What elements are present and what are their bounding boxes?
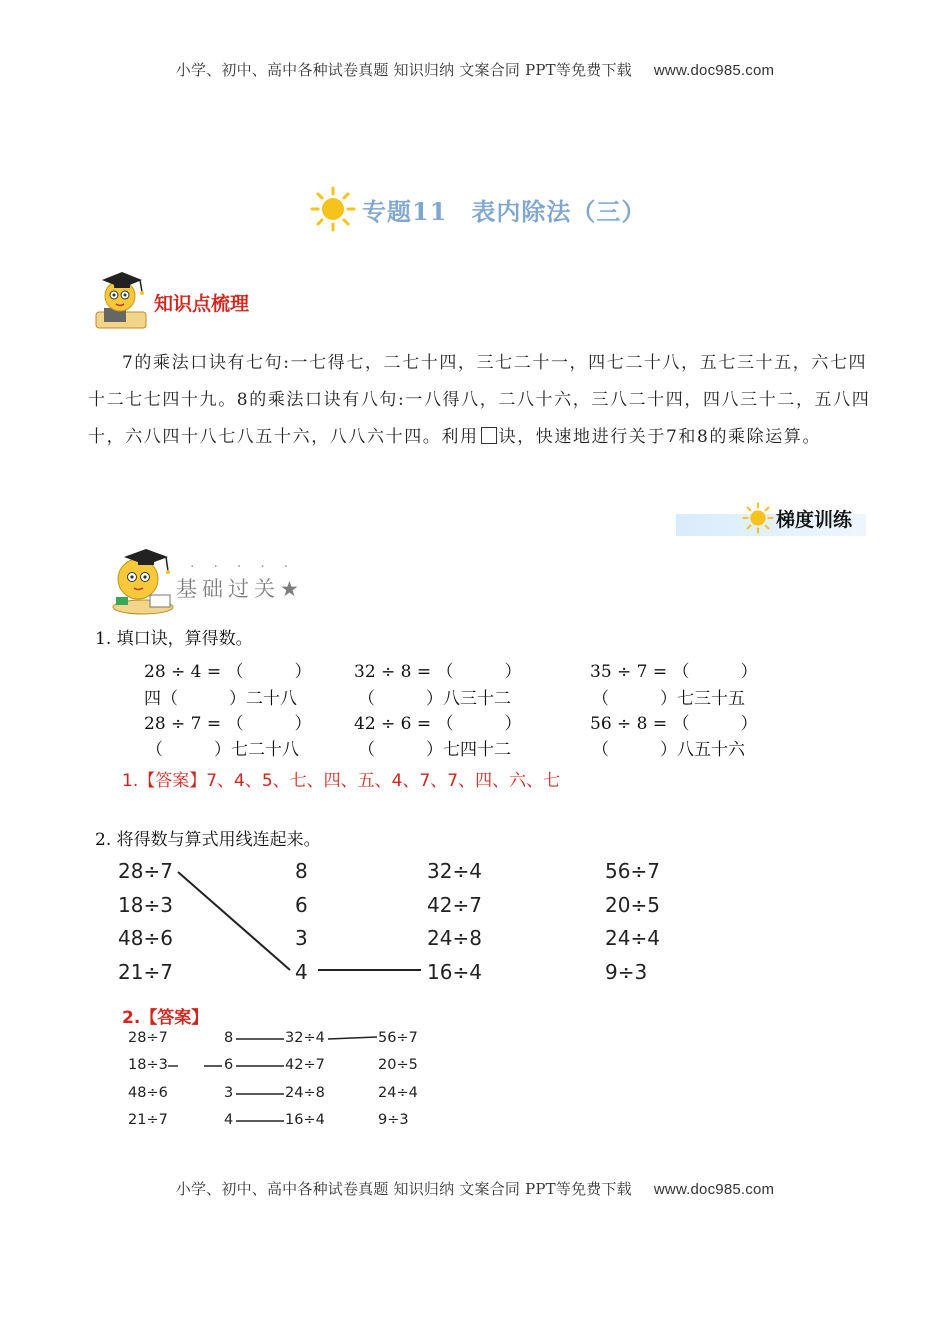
q2-ans-expression: 24÷8 xyxy=(285,1085,325,1101)
q2-result: 8 xyxy=(295,859,308,883)
q1-cell: （ ）七三十五 xyxy=(592,689,745,709)
footer-site: www.doc985.com xyxy=(653,1181,775,1198)
q2-expression: 28÷7 xyxy=(118,859,173,883)
title-name: 表内除法（三） xyxy=(471,196,647,226)
q1-cell: （ ）七二十八 xyxy=(146,740,299,760)
q1-cell: （ ）八三十二 xyxy=(358,689,511,709)
knowledge-label: 知识点梳理 xyxy=(154,293,250,315)
q2-ans-result: 3 xyxy=(224,1085,234,1101)
q2-result: 4 xyxy=(295,960,308,984)
q2-ans-result: 8 xyxy=(224,1030,234,1046)
q2-expression: 24÷4 xyxy=(605,926,660,950)
q2-answer-label: 2.【答案】 xyxy=(122,1008,209,1028)
q2-ans-expression: 32÷4 xyxy=(285,1030,325,1046)
q1-cell: （ ）八五十六 xyxy=(592,740,745,760)
q2-ans-expression: 21÷7 xyxy=(128,1112,168,1128)
q2-expression: 42÷7 xyxy=(427,893,482,917)
q2-ans-result: 6 xyxy=(224,1057,234,1073)
q1-cell: 32 ÷ 8 = （ ） xyxy=(354,662,522,682)
footer-text: 小学、初中、高中各种试卷真题 知识归纳 文案合同 PPT等免费下载 xyxy=(175,1180,632,1198)
q2-expression: 18÷3 xyxy=(118,893,173,917)
q1-answer: 1.【答案】7、4、5、七、四、五、4、7、7、四、六、七 xyxy=(122,771,561,791)
q2-ans-expression: 48÷6 xyxy=(128,1085,168,1101)
q2-ans-expression: 20÷5 xyxy=(378,1057,418,1073)
knowledge-text-1: 7的乘法口诀有七句:一七得七，二七十四，三七二十一，四七二十八，五七三十五，六七四十二七七四十九。8的乘法口诀有八句:一八得八，二八十六，三八二十四，四八三十二，五八四十，六八四十八七八五十六，八八六十四。利用 xyxy=(88,353,871,447)
q1-cell: 四（ ）二十八 xyxy=(144,689,297,709)
q2-ans-expression: 42÷7 xyxy=(285,1057,325,1073)
q2-ans-expression: 56÷7 xyxy=(378,1030,418,1046)
answer-line xyxy=(328,1037,377,1039)
q2-expression: 21÷7 xyxy=(118,960,173,984)
q2-expression: 20÷5 xyxy=(605,893,660,917)
title-topic: 专题11 xyxy=(362,196,448,226)
knowledge-text-2: 诀，快速地进行关于7和8的乘除运算。 xyxy=(498,427,822,447)
q1-cell: 42 ÷ 6 = （ ） xyxy=(354,714,522,734)
q2-expression: 9÷3 xyxy=(605,960,648,984)
q2-ans-expression: 16÷4 xyxy=(285,1112,325,1128)
q1-cell: 28 ÷ 7 = （ ） xyxy=(144,714,312,734)
basic-label-text: 基础过关★ xyxy=(176,577,304,601)
q2-result: 6 xyxy=(295,893,308,917)
page-footer xyxy=(0,1178,950,1199)
q2-ans-expression: 28÷7 xyxy=(128,1030,168,1046)
q2-result: 3 xyxy=(295,926,308,950)
q2-expression: 16÷4 xyxy=(427,960,482,984)
q1-cell: 56 ÷ 8 = （ ） xyxy=(590,714,758,734)
q1-cell: （ ）七四十二 xyxy=(358,740,511,760)
q2-expression: 56÷7 xyxy=(605,859,660,883)
q2-ans-expression: 24÷4 xyxy=(378,1085,418,1101)
basic-dots: ····· xyxy=(190,559,308,575)
q2-ans-expression: 9÷3 xyxy=(378,1112,409,1128)
q2-ans-expression: 18÷3 xyxy=(128,1057,168,1073)
q2-ans-result: 4 xyxy=(224,1112,234,1128)
q2-title: 2. 将得数与算式用线连起来。 xyxy=(95,830,321,850)
q2-expression: 32÷4 xyxy=(427,859,482,883)
q1-cell: 35 ÷ 7 = （ ） xyxy=(590,662,758,682)
gradient-label: 梯度训练 xyxy=(776,508,853,531)
q1-cell: 28 ÷ 4 = （ ） xyxy=(144,662,312,682)
header-site: www.doc985.com xyxy=(653,62,775,79)
q2-expression: 48÷6 xyxy=(118,926,173,950)
q1-title: 1. 填口诀，算得数。 xyxy=(95,629,253,649)
q2-expression: 24÷8 xyxy=(427,926,482,950)
header-text: 小学、初中、高中各种试卷真题 知识归纳 文案合同 PPT等免费下载 xyxy=(175,61,632,79)
